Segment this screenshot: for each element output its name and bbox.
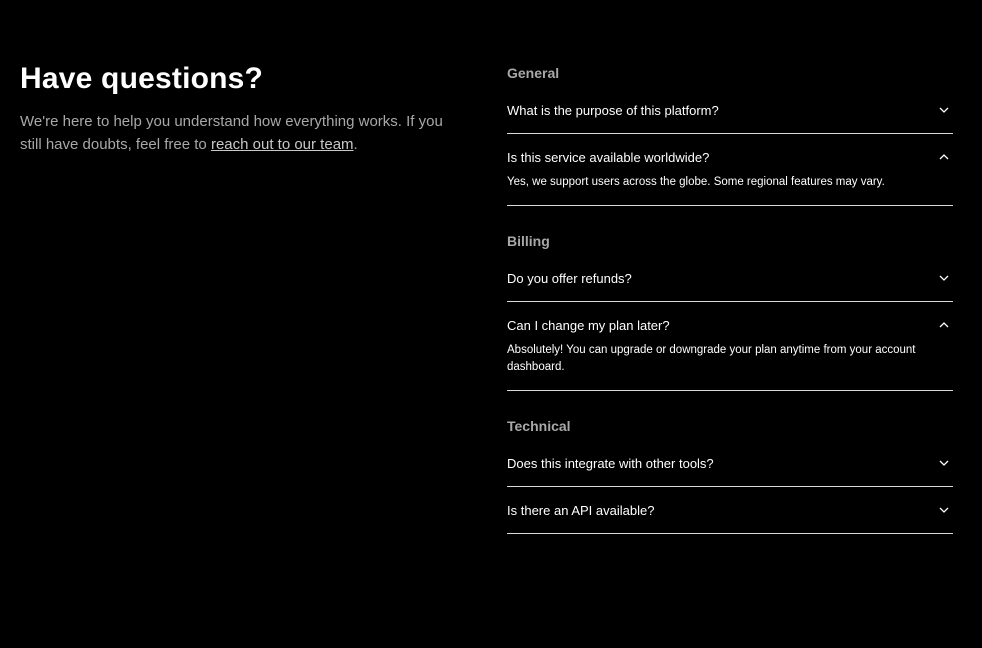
faq-item xyxy=(507,255,953,302)
category-title: General xyxy=(507,65,560,81)
chevron-up-icon xyxy=(937,318,951,332)
faq-question-toggle[interactable] xyxy=(507,87,953,133)
chevron-down-icon xyxy=(937,103,951,117)
contact-team-link[interactable]: reach out to our team xyxy=(210,136,354,153)
faq-question: What is the purpose of this platform? xyxy=(507,102,719,118)
chevron-down-icon xyxy=(937,271,951,285)
faq-accordion xyxy=(507,63,953,559)
chevron-down-icon xyxy=(937,503,951,517)
faq-question: Is there an API available? xyxy=(507,502,655,518)
page-title: Have questions? xyxy=(20,62,264,95)
faq-question-toggle[interactable] xyxy=(507,255,953,301)
faq-item xyxy=(507,487,953,534)
category-title: Technical xyxy=(507,418,571,434)
intro-section xyxy=(20,60,460,156)
faq-category-general xyxy=(507,63,953,206)
faq-category-billing xyxy=(507,231,953,391)
faq-question: Can I change my plan later? xyxy=(507,317,670,333)
faq-question-toggle[interactable] xyxy=(507,487,953,533)
faq-answer: Absolutely! You can upgrade or downgrade your plan anytime from your account dashboard. xyxy=(507,344,916,373)
faq-answer: Yes, we support users across the globe. Some regional features may vary. xyxy=(507,176,885,188)
faq-item xyxy=(507,440,953,487)
faq-question: Do you offer refunds? xyxy=(507,270,632,286)
chevron-down-icon xyxy=(937,456,951,470)
faq-item xyxy=(507,87,953,134)
faq-question: Does this integrate with other tools? xyxy=(507,455,714,471)
intro-text-after: . xyxy=(353,136,358,153)
intro-text-before: We're here to help you understand how everything works. If you still have doubts, feel free to xyxy=(20,113,443,153)
category-title: Billing xyxy=(507,233,550,249)
chevron-up-icon xyxy=(937,150,951,164)
faq-item xyxy=(507,134,953,206)
faq-question: Is this service available worldwide? xyxy=(507,149,710,165)
faq-item xyxy=(507,302,953,391)
intro-text xyxy=(20,110,460,156)
faq-question-toggle[interactable] xyxy=(507,440,953,486)
faq-category-technical xyxy=(507,416,953,534)
